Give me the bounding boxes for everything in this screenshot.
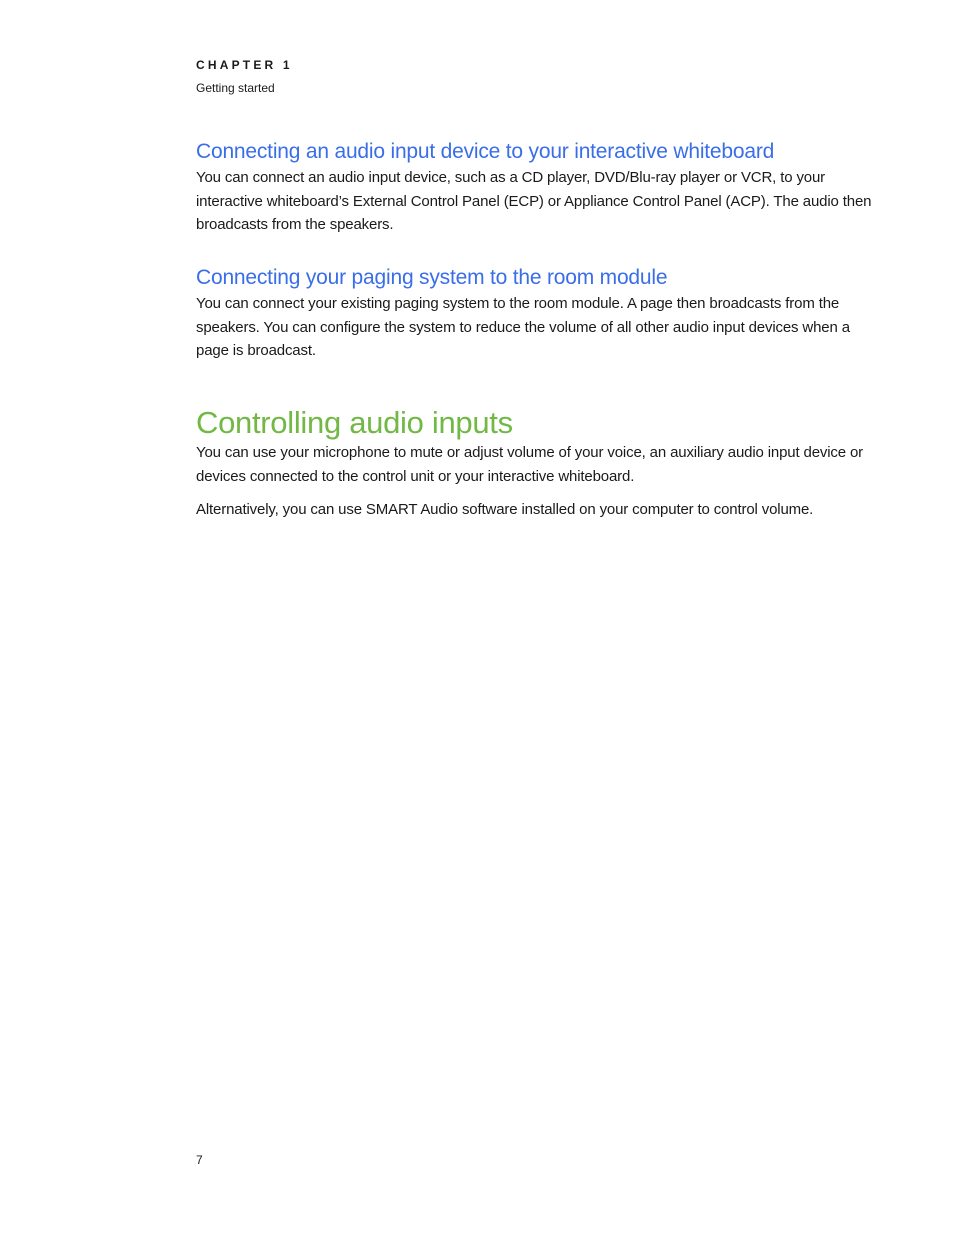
main-body-paragraph: You can use your microphone to mute or adjust volume of your voice, an auxiliary audio input device or devices connected to the control unit or your interactive whiteboard. bbox=[196, 444, 864, 485]
section-heading-paging-system: Connecting your paging system to the room module bbox=[196, 266, 668, 289]
chapter-label: CHAPTER 1 bbox=[196, 58, 293, 72]
section-body-audio-input-device: You can connect an audio input device, such as a CD player, DVD/Blu-ray player or VCR, to your interactive whiteboard’s External Control Panel (ECP) or Appliance Control Panel (ACP). The audio then broadcasts from the speakers. bbox=[196, 169, 872, 233]
chapter-title: Getting started bbox=[196, 81, 275, 95]
section-body-paging-system: You can connect your existing paging system to the room module. A page then broadcasts from the speakers. You can configure the system to reduce the volume of all other audio input devices when a page is broadcast. bbox=[196, 295, 850, 359]
section-heading-audio-input-device: Connecting an audio input device to your interactive whiteboard bbox=[196, 140, 775, 163]
main-heading-controlling-audio-inputs: Controlling audio inputs bbox=[196, 405, 513, 440]
main-body-paragraph: Alternatively, you can use SMART Audio software installed on your computer to control volume. bbox=[196, 501, 814, 518]
page-number: 7 bbox=[196, 1153, 203, 1167]
